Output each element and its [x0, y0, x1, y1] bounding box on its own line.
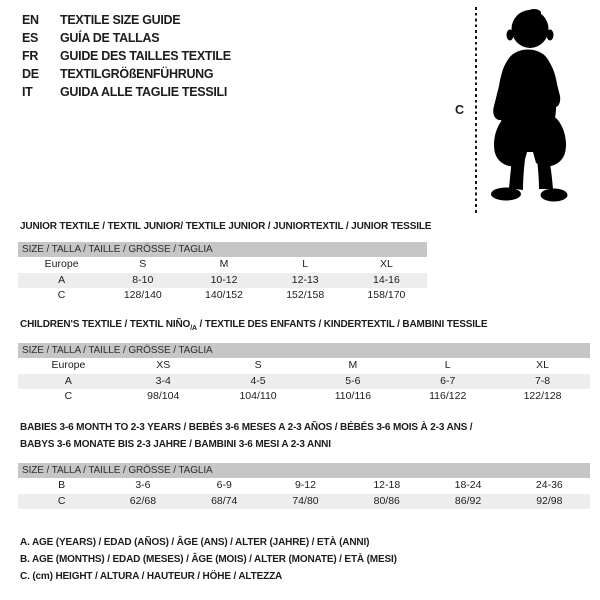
- table-cell: 12-18: [373, 479, 401, 491]
- table-cell: 5-6: [345, 374, 361, 387]
- table-cell: 24-36: [535, 479, 563, 491]
- baby-silhouette: [482, 6, 574, 208]
- junior-size-table: [18, 242, 427, 304]
- baby-silhouette-graphic: [482, 6, 574, 208]
- table-cell: 92/98: [536, 494, 563, 507]
- measurement-legend: [20, 534, 397, 586]
- table-cell: 12-13: [291, 273, 319, 286]
- table-cell: 98/104: [147, 390, 180, 402]
- language-row-it: [22, 83, 231, 101]
- table-cell: 18-24: [454, 479, 482, 491]
- children-size-table: [18, 343, 590, 405]
- table-cell: 7-8: [534, 374, 551, 387]
- size-header-bar: SIZE / TALLA / TAILLE / GRÖSSE / TAGLIA: [18, 343, 590, 358]
- row-header-cell: Europe: [44, 258, 79, 270]
- table-cell: 14-16: [372, 273, 400, 286]
- language-code: ES: [22, 31, 39, 45]
- junior-section-title: JUNIOR TEXTILE / TEXTIL JUNIOR/ TEXTILE JUNIOR / JUNIORTEXTIL / JUNIOR TESSILE: [20, 221, 432, 232]
- table-row: [18, 374, 590, 390]
- language-code: EN: [22, 13, 39, 27]
- table-cell: 74/80: [292, 494, 319, 507]
- height-dotted-line: [475, 7, 477, 213]
- table-cell: 140/152: [205, 289, 243, 301]
- table-cell: 104/110: [239, 390, 277, 402]
- language-row-en: [22, 11, 231, 29]
- language-title: GUÍA DE TALLAS: [60, 31, 160, 45]
- children-title-rest: / TEXTILE DES ENFANTS / KINDERTEXTIL / BAMBINI TESSILE: [196, 319, 488, 330]
- table-cell: XL: [379, 258, 393, 270]
- language-title: TEXTILE SIZE GUIDE: [60, 13, 181, 27]
- size-header-bar: SIZE / TALLA / TAILLE / GRÖSSE / TAGLIA: [18, 242, 427, 257]
- table-cell: L: [444, 359, 451, 371]
- table-row: [18, 358, 590, 374]
- babies-section-title: [20, 420, 472, 453]
- table-row: [18, 494, 590, 510]
- row-header-cell: C: [57, 289, 66, 301]
- table-cell: S: [139, 258, 147, 270]
- language-row-de: [22, 65, 231, 83]
- table-cell: 9-12: [294, 479, 316, 491]
- table-cell: 6-9: [216, 479, 232, 491]
- language-code: FR: [22, 49, 39, 63]
- babies-title-line-2: BABYS 3-6 MONATE BIS 2-3 JAHRE / BAMBINI 3-6 MESI A 2-3 ANNI: [20, 438, 331, 450]
- table-row: [18, 273, 427, 289]
- table-cell: XL: [536, 359, 549, 371]
- table-cell: 110/116: [334, 390, 372, 402]
- language-row-es: [22, 29, 231, 47]
- language-title: GUIDA ALLE TAGLIE TESSILI: [60, 85, 228, 99]
- language-code: IT: [22, 85, 33, 99]
- legend-line-b: B. AGE (MONTHS) / EDAD (MESES) / ÂGE (MOIS) / ALTER (MONATE) / ETÀ (MESI): [20, 554, 397, 566]
- table-row: [18, 257, 427, 273]
- children-title-main: CHILDREN'S TEXTILE / TEXTIL NIÑO: [20, 319, 191, 330]
- language-title: TEXTILGRÖßENFÜHRUNG: [60, 67, 214, 81]
- row-header-cell: C: [57, 494, 66, 507]
- table-cell: 4-5: [250, 374, 266, 387]
- language-row-fr: [22, 47, 231, 65]
- language-title: GUIDE DES TAILLES TEXTILE: [60, 49, 231, 63]
- table-cell: XS: [156, 359, 171, 371]
- row-header-cell: A: [64, 374, 72, 387]
- legend-line-c: C. (cm) HEIGHT / ALTURA / HAUTEUR / HÖHE / ALTEZZA: [20, 571, 283, 583]
- children-section-title: [20, 319, 487, 332]
- size-header-bar: SIZE / TALLA / TAILLE / GRÖSSE / TAGLIA: [18, 463, 590, 478]
- table-cell: M: [219, 258, 229, 270]
- table-cell: 10-12: [210, 273, 238, 286]
- table-cell: 128/140: [123, 289, 162, 301]
- language-code: DE: [22, 67, 39, 81]
- row-header-cell: C: [64, 390, 73, 402]
- table-cell: 86/92: [454, 494, 482, 507]
- table-cell: 3-6: [135, 479, 151, 491]
- language-title-list: [22, 11, 231, 101]
- table-cell: 152/158: [286, 289, 325, 301]
- table-cell: S: [254, 359, 262, 371]
- table-cell: 3-4: [155, 374, 171, 387]
- row-header-cell: B: [58, 479, 66, 491]
- table-cell: 80/86: [373, 494, 400, 507]
- babies-size-table: [18, 463, 590, 509]
- table-cell: L: [302, 258, 309, 270]
- table-cell: 8-10: [132, 273, 154, 286]
- table-cell: 68/74: [211, 494, 238, 507]
- table-cell: 62/68: [129, 494, 157, 507]
- legend-line-a: A. AGE (YEARS) / EDAD (AÑOS) / ÂGE (ANS) / ALTER (JAHRE) / ETÀ (ANNI): [20, 537, 370, 548]
- table-row: [18, 288, 427, 304]
- row-header-cell: Europe: [51, 359, 86, 371]
- height-measure-label: C: [455, 103, 465, 117]
- children-title-subscript: /A: [190, 325, 197, 332]
- table-row: [18, 478, 590, 494]
- table-cell: 116/122: [429, 390, 467, 402]
- table-cell: M: [348, 359, 358, 371]
- table-cell: 6-7: [440, 374, 456, 387]
- table-cell: 158/170: [367, 289, 406, 301]
- row-header-cell: A: [58, 273, 66, 286]
- table-cell: 122/128: [523, 390, 562, 402]
- table-row: [18, 389, 590, 405]
- babies-title-line-1: BABIES 3-6 MONTH TO 2-3 YEARS / BEBÉS 3-6 MESES A 2-3 AÑOS / BÉBÉS 3-6 MOIS À 2-3 ANS /: [20, 422, 473, 433]
